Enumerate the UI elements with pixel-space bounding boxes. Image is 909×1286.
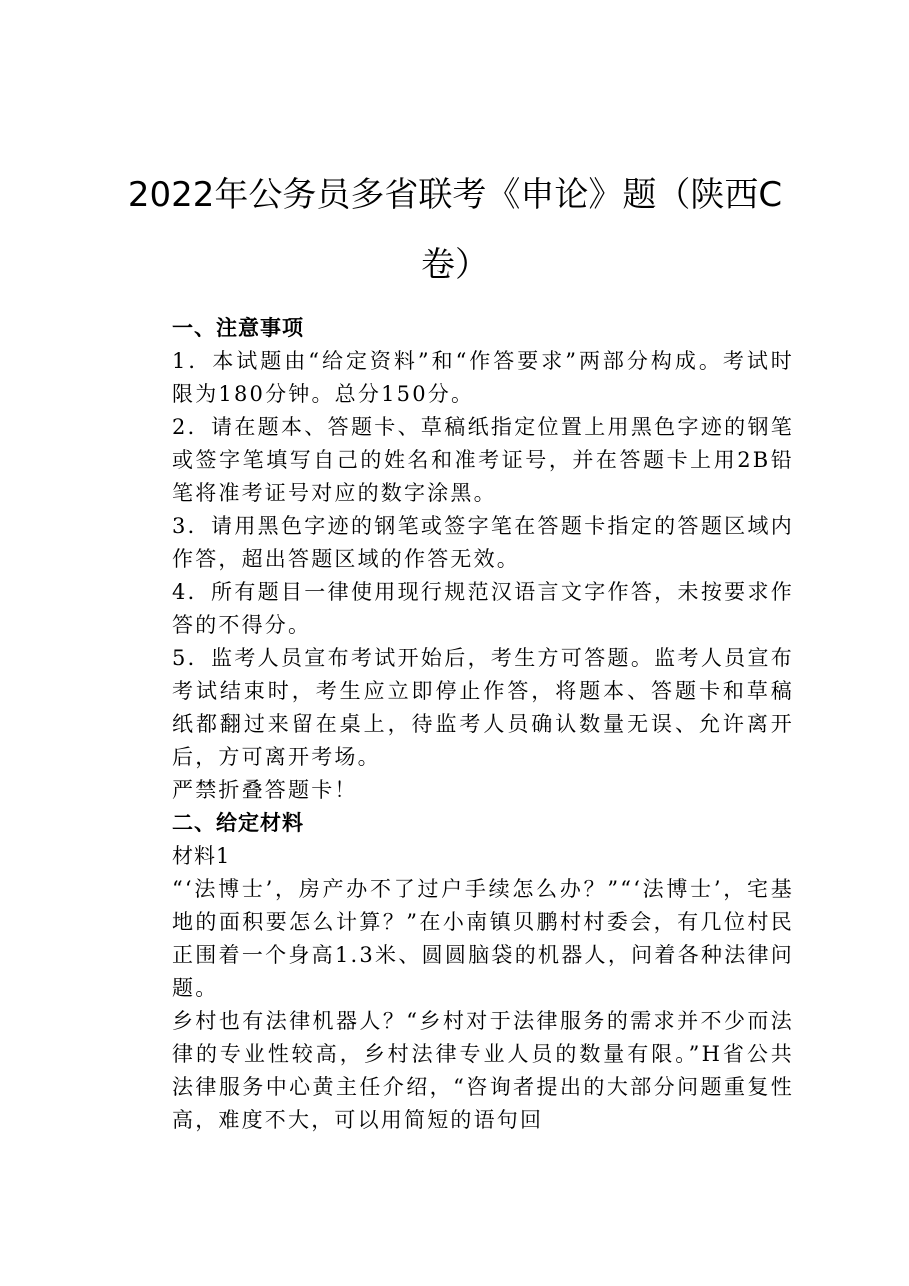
page-title: 2022年公务员多省联考《申论》题（陕西C卷） <box>127 175 783 285</box>
material-paragraph: “‘法博士’，房产办不了过户手续怎么办？”“‘法博士’，宅基地的面积要怎么计算？”在小南镇贝鹏村村委会，有几位村民正围着一个身高1.3米、圆圆脑袋的机器人，问着各种法律问题。 <box>172 877 794 1000</box>
warning-text: 严禁折叠答题卡！ <box>172 778 358 802</box>
notice-item: 3．请用黑色字迹的钢笔或签字笔在答题卡指定的答题区域内作答，超出答题区域的作答无效。 <box>172 514 794 571</box>
section-heading-notes: 一、注意事项 <box>172 316 304 340</box>
notice-item: 4．所有题目一律使用现行规范汉语言文字作答，未按要求作答的不得分。 <box>172 580 794 637</box>
section-heading-materials: 二、给定材料 <box>172 811 304 835</box>
material-paragraph: 乡村也有法律机器人？“乡村对于法律服务的需求并不少而法律的专业性较高，乡村法律专业人员的数量有限。”H省公共法律服务中心黄主任介绍，“咨询者提出的大部分问题重复性高，难度不大，可以用简短的语句回 <box>172 1009 794 1132</box>
notice-item: 5．监考人员宣布考试开始后，考生方可答题。监考人员宣布考试结束时，考生应立即停止作答，将题本、答题卡和草稿纸都翻过来留在桌上，待监考人员确认数量无误、允许离开后，方可离开考场。 <box>172 646 794 769</box>
material-label: 材料1 <box>172 844 231 868</box>
notice-item: 2．请在题本、答题卡、草稿纸指定位置上用黑色字迹的钢笔或签字笔填写自己的姓名和准考证号，并在答题卡上用2B铅笔将准考证号对应的数字涂黑。 <box>172 415 794 505</box>
notice-item: 1．本试题由“给定资料”和“作答要求”两部分构成。考试时限为180分钟。总分150分。 <box>172 349 794 406</box>
document-body <box>172 312 794 1137</box>
